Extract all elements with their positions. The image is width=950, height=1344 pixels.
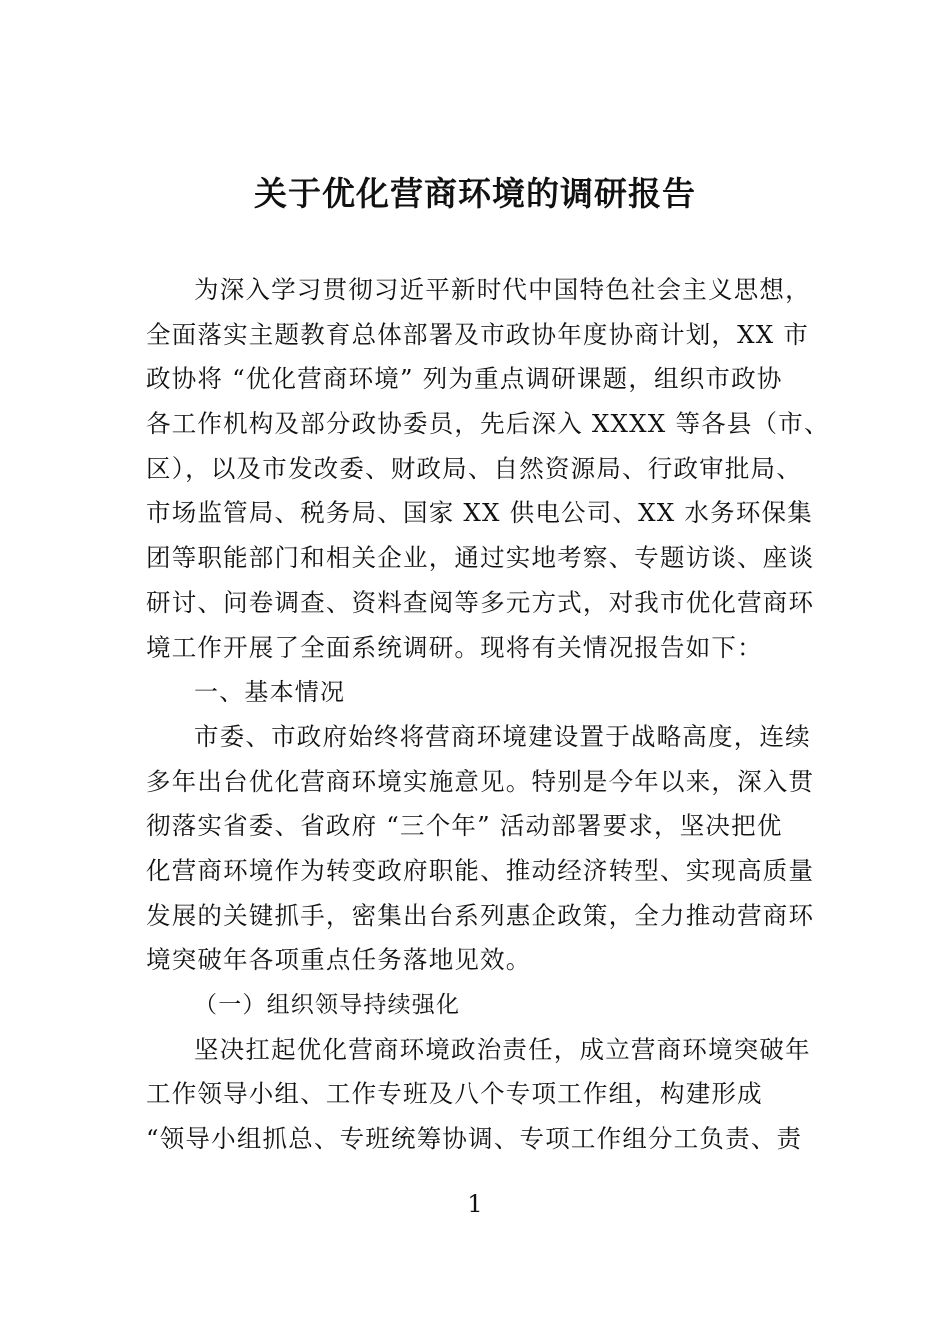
document-body [146,268,830,1162]
paragraph-line: 各工作机构及部分政协委员，先后深入 XXXX 等各县（市、 [146,409,830,439]
paragraph-line: 团等职能部门和相关企业，通过实地考察、专题访谈、座谈 [146,543,815,573]
paragraph-line: 彻落实省委、省政府 “三个年” 活动部署要求，坚决把优 [146,811,783,841]
paragraph-line: 全面落实主题教育总体部署及市政协年度协商计划，XX 市 [146,319,810,349]
paragraph-line: 境工作开展了全面系统调研。现将有关情况报告如下： [146,632,763,662]
paragraph-line: 研讨、问卷调查、资料查阅等多元方式，对我市优化营商环 [146,587,815,617]
paragraph-line: 坚决扛起优化营商环境政治责任，成立营商环境突破年 [194,1034,811,1064]
subsection-heading: （一）组织领导持续强化 [194,992,461,1018]
section-heading: 一、基本情况 [194,678,346,707]
paragraph-line: 为深入学习贯彻习近平新时代中国特色社会主义思想， [194,275,811,304]
paragraph-line: 发展的关键抓手，密集出台系列惠企政策，全力推动营商环 [146,900,815,930]
paragraph-line: “领导小组抓总、专班统筹协调、专项工作组分工负责、责 [146,1124,803,1154]
document-title: 关于优化营商环境的调研报告 [254,174,696,213]
paragraph-line: 区），以及市发改委、财政局、自然资源局、行政审批局、 [146,453,802,483]
paragraph-line: 市委、市政府始终将营商环境建设置于战略高度，连续 [194,721,811,751]
paragraph-line: 工作领导小组、工作专班及八个专项工作组，构建形成 [146,1079,763,1109]
paragraph-line: 化营商环境作为转变政府职能、推动经济转型、实现高质量 [146,855,815,885]
page-number: 1 [467,1190,483,1218]
paragraph-line: 市场监管局、税务局、国家 XX 供电公司、XX 水务环保集 [146,498,813,528]
paragraph-line: 境突破年各项重点任务落地见效。 [146,945,532,975]
paragraph-line: 政协将 “优化营商环境” 列为重点调研课题，组织市政协 [146,364,783,394]
paragraph-line: 多年出台优化营商环境实施意见。特别是今年以来，深入贯 [146,766,815,796]
